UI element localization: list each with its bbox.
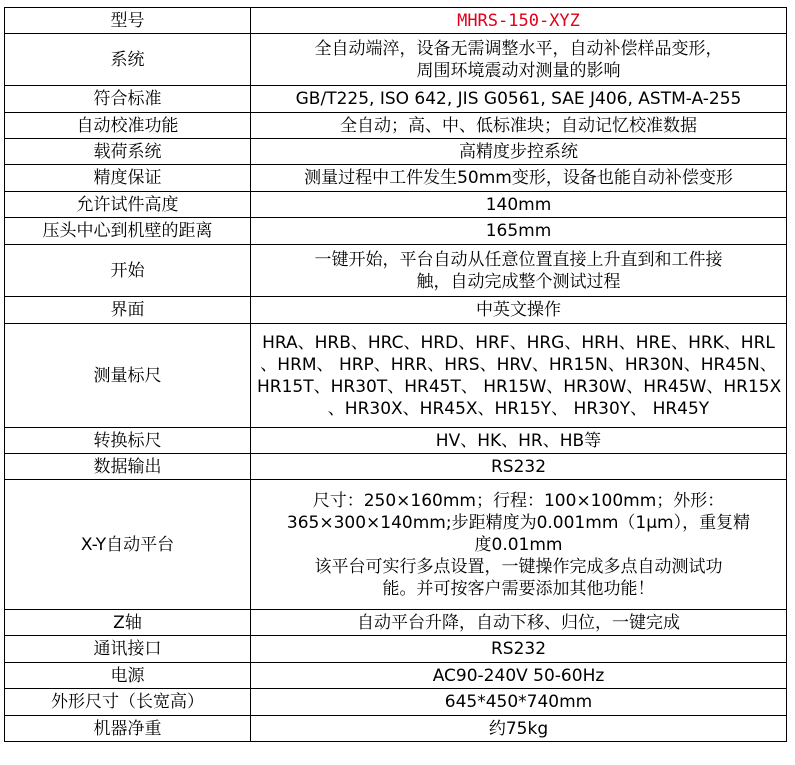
- spec-row: [5, 139, 787, 165]
- spec-value: [251, 716, 787, 742]
- spec-value-line: 约75kg: [488, 718, 549, 739]
- spec-value-line: 645*450*740mm: [444, 692, 593, 712]
- spec-label: 通讯接口: [5, 636, 251, 663]
- spec-label: 机器净重: [5, 716, 251, 742]
- spec-value-line: 尺寸：250×160mm；行程：100×100mm；外形：: [312, 490, 725, 511]
- spec-label: 允许试件高度: [5, 192, 251, 218]
- spec-value: [251, 113, 787, 139]
- spec-value-line: AC90-240V 50-60Hz: [432, 665, 605, 686]
- spec-row: [5, 8, 787, 34]
- spec-value-line: 自动平台升降，自动下移、归位，一键完成: [357, 612, 680, 633]
- spec-value-line: 周围环境震动对测量的影响: [416, 60, 621, 81]
- spec-value-line: 一键开始，平台自动从任意位置直接上升直到和工件接: [314, 249, 723, 270]
- spec-label: 界面: [5, 297, 251, 324]
- spec-value: [251, 245, 787, 297]
- spec-label: 数据输出: [5, 454, 251, 480]
- spec-value: [251, 480, 787, 610]
- spec-value-line: HR15T、HR30T、HR45T、 HR15W、HR30W、HR45W、HR15X: [257, 376, 782, 397]
- spec-value-line: 高精度步控系统: [459, 141, 578, 162]
- spec-row: [5, 324, 787, 428]
- spec-table-body: [5, 8, 787, 742]
- spec-value-line: 全自动端淬，设备无需调整水平，自动补偿样品变形，: [314, 38, 723, 59]
- spec-value: [251, 34, 787, 86]
- spec-value-line: 165mm: [485, 221, 552, 241]
- spec-value: [251, 689, 787, 716]
- spec-value-line: 触，自动完成整个测试过程: [416, 271, 621, 292]
- spec-value: [251, 86, 787, 113]
- spec-row: [5, 245, 787, 297]
- spec-value-line: RS232: [490, 456, 547, 477]
- spec-row: [5, 86, 787, 113]
- spec-row: [5, 716, 787, 742]
- spec-value: [251, 218, 787, 245]
- spec-row: [5, 192, 787, 218]
- spec-value-line: HRA、HRB、HRC、HRD、HRF、HRG、HRH、HRE、HRK、HRL: [262, 332, 775, 353]
- spec-row: [5, 689, 787, 716]
- spec-value-line: 、HRM、 HRP、HRR、HRS、HRV、HR15N、HR30N、HR45N、: [260, 354, 777, 375]
- spec-label: 测量标尺: [5, 324, 251, 428]
- spec-value-line: RS232: [490, 639, 547, 659]
- spec-row: [5, 454, 787, 480]
- spec-value-line: 365×300×140mm;步距精度为0.001mm（1μm），重复精: [286, 512, 751, 533]
- spec-label: 外形尺寸（长宽高）: [5, 689, 251, 716]
- spec-label: 系统: [5, 34, 251, 86]
- spec-value-line: HV、HK、HR、HB等: [435, 430, 602, 451]
- spec-label: 精度保证: [5, 165, 251, 192]
- spec-row: [5, 636, 787, 663]
- spec-value: [251, 324, 787, 428]
- spec-value-line: 全自动；高、中、低标准块；自动记忆校准数据: [340, 115, 697, 136]
- spec-value-line: MHRS-150-XYZ: [457, 10, 580, 31]
- spec-value-line: 140mm: [485, 194, 552, 215]
- spec-row: [5, 165, 787, 192]
- spec-table: [4, 7, 787, 742]
- spec-label: 载荷系统: [5, 139, 251, 165]
- spec-row: [5, 34, 787, 86]
- spec-value-line: 度0.01mm: [474, 534, 563, 555]
- spec-label: 型号: [5, 8, 251, 34]
- spec-value: [251, 454, 787, 480]
- spec-value: [251, 297, 787, 324]
- spec-value: [251, 165, 787, 192]
- spec-value: [251, 8, 787, 34]
- spec-value: [251, 192, 787, 218]
- spec-row: [5, 218, 787, 245]
- spec-value-line: 、HR30X、HR45X、HR15Y、 HR30Y、 HR45Y: [327, 398, 710, 419]
- spec-value-line: 测量过程中工件发生50mm变形，设备也能自动补偿变形: [304, 168, 733, 188]
- spec-value-line: GB/T225, ISO 642, JIS G0561, SAE J406, ASTM-A-255: [295, 89, 742, 109]
- spec-value-line: 该平台可实行多点设置，一键操作完成多点自动测试功: [314, 556, 723, 577]
- spec-row: [5, 663, 787, 689]
- spec-value-line: 中英文操作: [476, 300, 561, 320]
- spec-row: [5, 297, 787, 324]
- spec-label: 压头中心到机壁的距离: [5, 218, 251, 245]
- spec-label: 自动校准功能: [5, 113, 251, 139]
- spec-value: [251, 428, 787, 454]
- spec-value: [251, 636, 787, 663]
- spec-row: [5, 113, 787, 139]
- spec-row: [5, 610, 787, 636]
- spec-value: [251, 139, 787, 165]
- spec-value: [251, 663, 787, 689]
- spec-label: 符合标准: [5, 86, 251, 113]
- spec-row: [5, 428, 787, 454]
- spec-label: X-Y自动平台: [5, 480, 251, 610]
- spec-label: 电源: [5, 663, 251, 689]
- spec-value: [251, 610, 787, 636]
- spec-label: 转换标尺: [5, 428, 251, 454]
- spec-value-line: 能。并可按客户需要添加其他功能！: [382, 578, 655, 599]
- spec-label: 开始: [5, 245, 251, 297]
- spec-row: [5, 480, 787, 610]
- spec-label: Z轴: [5, 610, 251, 636]
